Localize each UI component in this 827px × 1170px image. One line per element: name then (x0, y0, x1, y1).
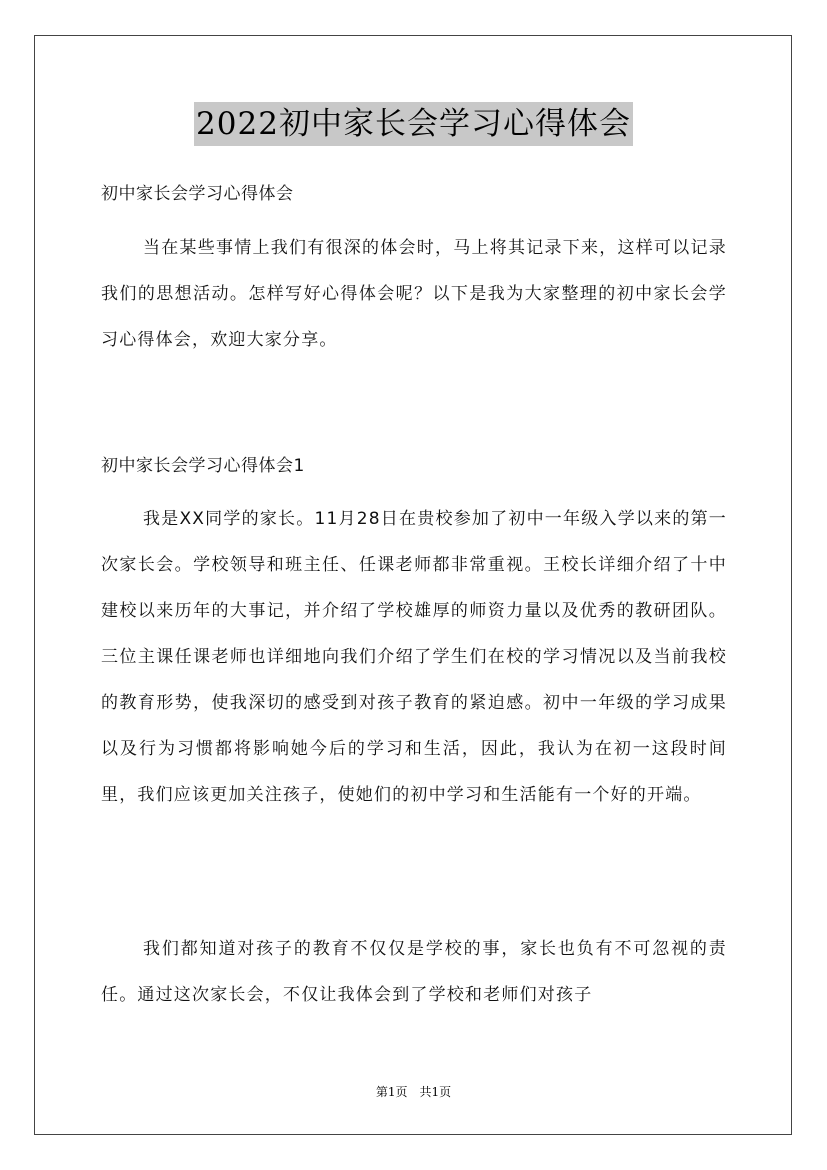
intro-paragraph: 当在某些事情上我们有很深的体会时，马上将其记录下来，这样可以记录我们的思想活动。怎样写好心得体会呢？以下是我为大家整理的初中家长会学习心得体会，欢迎大家分享。 (101, 238, 727, 350)
section-heading: 初中家长会学习心得体会1 (101, 456, 305, 476)
section-paragraph-2: 我们都知道对孩子的教育不仅仅是学校的事，家长也负有不可忽视的责任。通过这次家长会，不仅让我体会到了学校和老师们对孩子 (101, 939, 727, 1005)
section-paragraph: 我是XX同学的家长。11月28日在贵校参加了初中一年级入学以来的第一次家长会。学校领导和班主任、任课老师都非常重视。王校长详细介绍了十中建校以来历年的大事记，并介绍了学校雄厚的师资力量以及优秀的教研团队。三位主课任课老师也详细地向我们介绍了学生们在校的学习情况以及当前我校的教育形势，使我深切的感受到对孩子教育的紧迫感。初中一年级的学习成果以及行为习惯都将影响她今后的学习和生活，因此，我认为在初一这段时间里，我们应该更加关注孩子，使她们的初中学习和生活能有一个好的开端。 (101, 509, 727, 805)
page-footer: 第1页 共1页 (375, 1085, 452, 1099)
title-container (0, 102, 827, 146)
document-title: 2022初中家长会学习心得体会 (194, 102, 633, 146)
document-subtitle: 初中家长会学习心得体会 (101, 184, 294, 204)
